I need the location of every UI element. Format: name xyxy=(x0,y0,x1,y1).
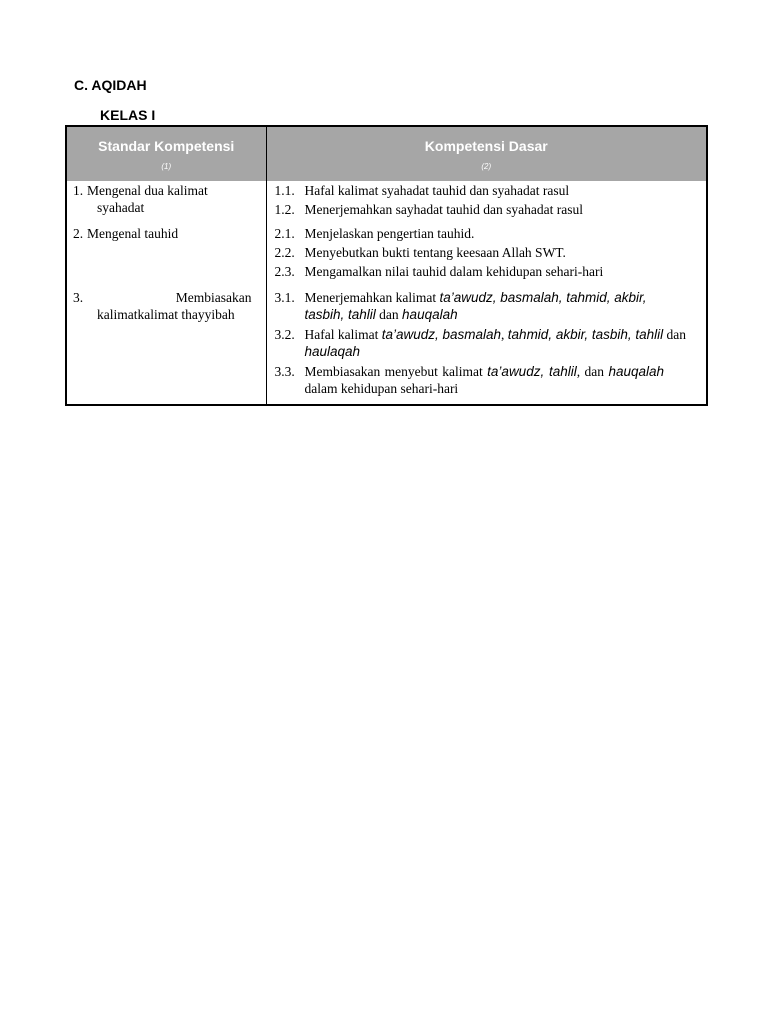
kd-text-part: ta’awudz, tahlil xyxy=(487,364,577,379)
table-row xyxy=(66,181,707,224)
kd-text-part: Membiasakan menyebut kalimat xyxy=(304,364,488,379)
kd-item xyxy=(275,326,703,360)
kd-text-part: ta’awudz, basmalah xyxy=(381,327,502,342)
kd-number: 1.2. xyxy=(274,202,295,217)
class-heading: KELAS I xyxy=(100,107,156,123)
kompetensi-dasar-cell xyxy=(266,288,707,405)
kd-item xyxy=(275,225,703,242)
header-title: Kompetensi Dasar xyxy=(424,138,548,154)
kd-item xyxy=(275,289,703,323)
header-standar-kompetensi xyxy=(66,126,266,181)
table-row xyxy=(66,224,707,288)
header-kompetensi-dasar xyxy=(266,126,707,181)
sk-text-continued: syahadat xyxy=(97,200,145,215)
standar-kompetensi-cell xyxy=(66,181,266,224)
kd-text-part: , xyxy=(501,327,508,342)
kd-text: Menerjemahkan sayhadat tauhid dan syahadat rasul xyxy=(304,202,584,217)
kd-text-part: haulaqah xyxy=(304,344,361,359)
kd-text: Menyebutkan bukti tentang keesaan Allah SWT. xyxy=(304,245,566,260)
sk-text: Mengenal dua kalimat xyxy=(87,183,208,198)
kd-text-part: hauqalah xyxy=(608,364,664,379)
sk-text-continued: kalimatkalimat thayyibah xyxy=(97,307,235,322)
kd-text-part: Menerjemahkan kalimat xyxy=(304,290,440,305)
kd-text xyxy=(305,289,703,323)
kd-text-part: hauqalah xyxy=(402,307,458,322)
kd-text-part: , dan xyxy=(576,364,609,379)
kd-number: 3.3. xyxy=(274,364,295,379)
kompetensi-dasar-cell xyxy=(266,224,707,288)
kd-number: 3.2. xyxy=(274,327,295,342)
section-heading: C. AQIDAH xyxy=(74,77,147,93)
kd-text-part: dan xyxy=(375,307,403,322)
kd-text-part: dalam kehidupan sehari-hari xyxy=(304,381,459,396)
kd-text-part: tahmid, akbir, tasbih, tahlil xyxy=(507,327,664,342)
kompetensi-dasar-cell xyxy=(266,181,707,224)
kd-item xyxy=(275,201,703,218)
kd-text-part: ta’awudz, basmalah, tahmid, akbir, tasbih, tahlil xyxy=(304,290,647,322)
sk-number: 3. xyxy=(73,290,84,305)
header-title: Standar Kompetensi xyxy=(98,138,235,154)
kd-number: 2.2. xyxy=(274,245,295,260)
kd-text-part: Hafal kalimat xyxy=(304,327,382,342)
kd-text: Menjelaskan pengertian tauhid. xyxy=(304,226,475,241)
table-row xyxy=(66,288,707,405)
kd-text: Hafal kalimat syahadat tauhid dan syahadat rasul xyxy=(304,183,570,198)
header-number: (1) xyxy=(161,162,172,171)
kd-number: 2.1. xyxy=(274,226,295,241)
competency-table xyxy=(65,125,708,406)
sk-number: 2. xyxy=(73,226,84,241)
kd-item xyxy=(275,244,703,261)
kd-number: 1.1. xyxy=(274,183,295,198)
header-number: (2) xyxy=(481,162,492,171)
kd-number: 3.1. xyxy=(274,290,295,305)
standar-kompetensi-cell xyxy=(66,288,266,405)
sk-number: 1. xyxy=(73,183,84,198)
standar-kompetensi-cell xyxy=(66,224,266,288)
kd-text-part: dan xyxy=(663,327,687,342)
kd-item xyxy=(275,263,703,280)
sk-text: Mengenal tauhid xyxy=(87,226,179,241)
kd-text xyxy=(305,363,703,397)
kd-text: Mengamalkan nilai tauhid dalam kehidupan sehari-hari xyxy=(304,264,604,279)
kd-number: 2.3. xyxy=(274,264,295,279)
kd-text xyxy=(305,326,703,360)
kd-item xyxy=(275,182,703,199)
table-header-row xyxy=(66,126,707,181)
kd-item xyxy=(275,363,703,397)
sk-text: Membiasakan xyxy=(175,290,252,305)
